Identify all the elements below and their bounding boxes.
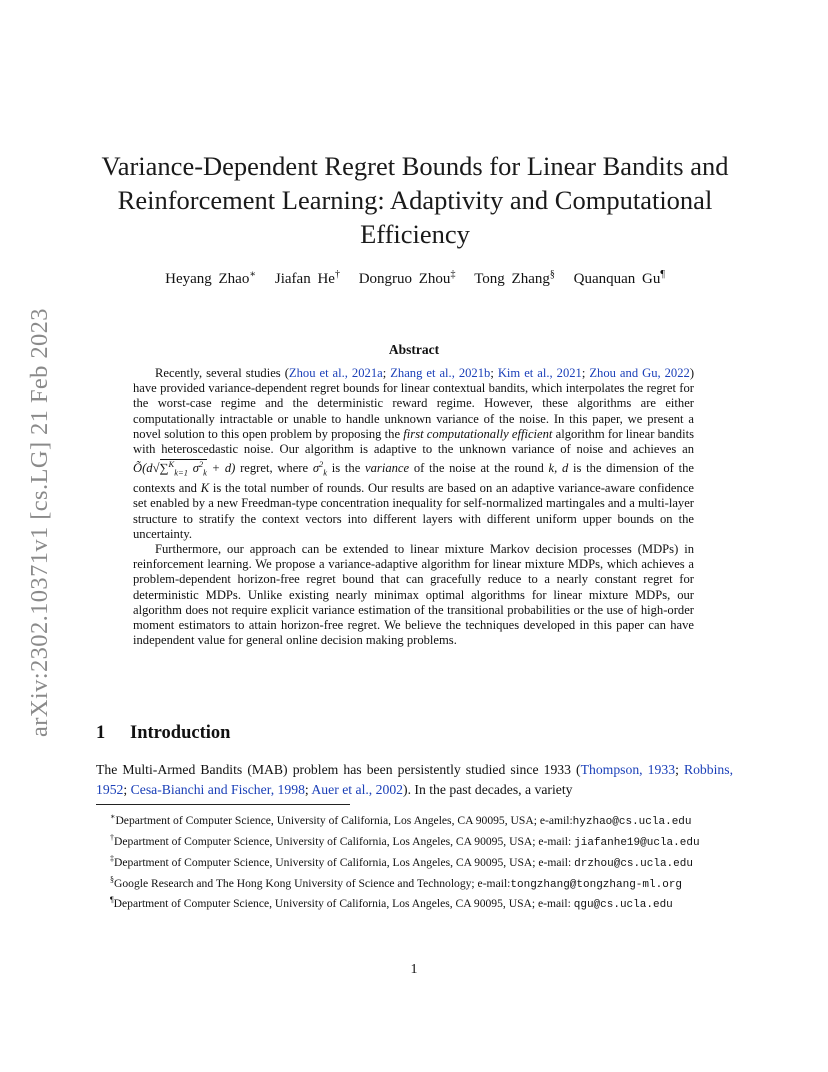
abstract-paragraph: Furthermore, our approach can be extended to linear mixture Markov decision processes (MDPs) in reinforcement learning. We propose a variance-adaptive algorithm for linear mixture MDPs, which achieves a problem-dependent horizon-free regret bound that can gracefully reduce to a nearly constant regret for deterministic MDPs. Unlike existing nearly minimax optimal algorithms for linear mixture MDPs, our algorithm does not require explicit variance estimation of the transitional probabilities or the use of high-order moment estimators to attain horizon-free regret. We believe the techniques developed in this paper can have independent value for general online decision making problems. — [133, 541, 694, 648]
footnotes — [96, 809, 733, 913]
page-number: 1 — [410, 962, 418, 977]
citation-link[interactable]: Auer et al., 2002 — [311, 782, 404, 797]
footnote: §Google Research and The Hong Kong University of Science and Technology; e-mail:tongzhang@tongzhang-ml.org — [110, 874, 683, 891]
sigma-symbol: $\sigma^2_k$ — [312, 459, 328, 478]
footnote: †Department of Computer Science, University of California, Los Angeles, CA 90095, USA; e-mail: jiafanhe19@ucla.edu — [110, 832, 700, 849]
abstract-paragraph: Recently, several studies (Zhou et al., 2021a; Zhang et al., 2021b; Kim et al., 2021; Zhou and Gu, 2022) have provided variance-dependent regret bounds for linear contextual bandits, which interpolates the regret for the worst-case regime and the deterministic reward regime. However, these algorithms are either computationally intractable or unable to handle unknown variance of the noise. In this paper, we present a novel solution to this open problem by proposing the first computationally efficient algorithm for linear bandits with heteroscedastic noise. Our algorithm is adaptive to the unknown variance of noise and achieves an Õ(d√∑$^K_{k=1}$ $\sigma^2_k + d$) regret, where $\sigma^2_k$ is the variance of the noise at the round k, d is the dimension of the contexts and K is the total number of rounds. Our results are based on an adaptive variance-aware confidence set enabled by a new Freedman-type concentration inequality for self-normalized martingales and a multi-layer structure to stratify the context vectors into different layers with different uniform upper bounds on the uncertainty. — [133, 366, 695, 541]
footnote: ‡Department of Computer Science, University of California, Los Angeles, CA 90095, USA; e-mail: drzhou@cs.ucla.edu — [110, 853, 693, 870]
author: Tong Zhang§ — [474, 269, 555, 287]
author-list — [90, 269, 740, 288]
intro-paragraph: The Multi-Armed Bandits (MAB) problem has been persistently studied since 1933 (Thompson, 1933; Robbins, 1952; Cesa-Bianchi and Fischer, 1998; Auer et al., 2002). In the past decades, a variety — [96, 762, 734, 797]
section-heading: 1 Introduction — [96, 723, 231, 743]
citation-link[interactable]: Cesa-Bianchi and Fischer, 1998 — [130, 782, 305, 797]
footnote: ∗Department of Computer Science, University of California, Los Angeles, CA 90095, USA; e-amil:hyzhao@cs.ucla.edu — [110, 812, 692, 828]
email-address: jiafanhe19@ucla.edu — [574, 836, 700, 849]
footnote: ¶Department of Computer Science, University of California, Los Angeles, CA 90095, USA; e-mail: qgu@cs.ucla.edu — [110, 895, 673, 912]
citation-link[interactable]: Kim et al., 2021 — [497, 366, 582, 380]
abstract-heading: Abstract — [388, 342, 440, 357]
author: Jiafan He† — [274, 269, 340, 287]
email-address: qgu@cs.ucla.edu — [573, 899, 673, 912]
citation-link[interactable]: Zhou and Gu, 2022 — [589, 366, 690, 380]
author: Heyang Zhao∗ — [165, 269, 257, 287]
citation-link[interactable]: Thompson, 1933 — [580, 762, 676, 777]
citation-link[interactable]: Zhou et al., 2021a — [288, 366, 383, 380]
email-address: hyzhao@cs.ucla.edu — [572, 815, 692, 828]
abstract-body — [133, 366, 694, 648]
citation-link[interactable]: Zhang et al., 2021b — [390, 366, 491, 380]
footnote-rule — [96, 804, 350, 805]
email-address: drzhou@cs.ucla.edu — [574, 857, 693, 870]
regret-bound-formula: Õ(d√∑$^K_{k=1}$ $\sigma^2_k + d$) — [133, 459, 236, 478]
paper-title: Variance-Dependent Regret Bounds for Linear Bandits and Reinforcement Learning: Adaptivity and Computational Efficiency — [101, 151, 729, 249]
author: Dongruo Zhou‡ — [358, 269, 456, 287]
citation-link[interactable]: Robbins, 1952 — [96, 762, 734, 797]
arxiv-identifier: arXiv:2302.10371v1 [cs.LG] 21 Feb 2023 — [26, 308, 53, 738]
author: Quanquan Gu¶ — [573, 269, 665, 287]
email-address: tongzhang@tongzhang-ml.org — [510, 878, 683, 891]
